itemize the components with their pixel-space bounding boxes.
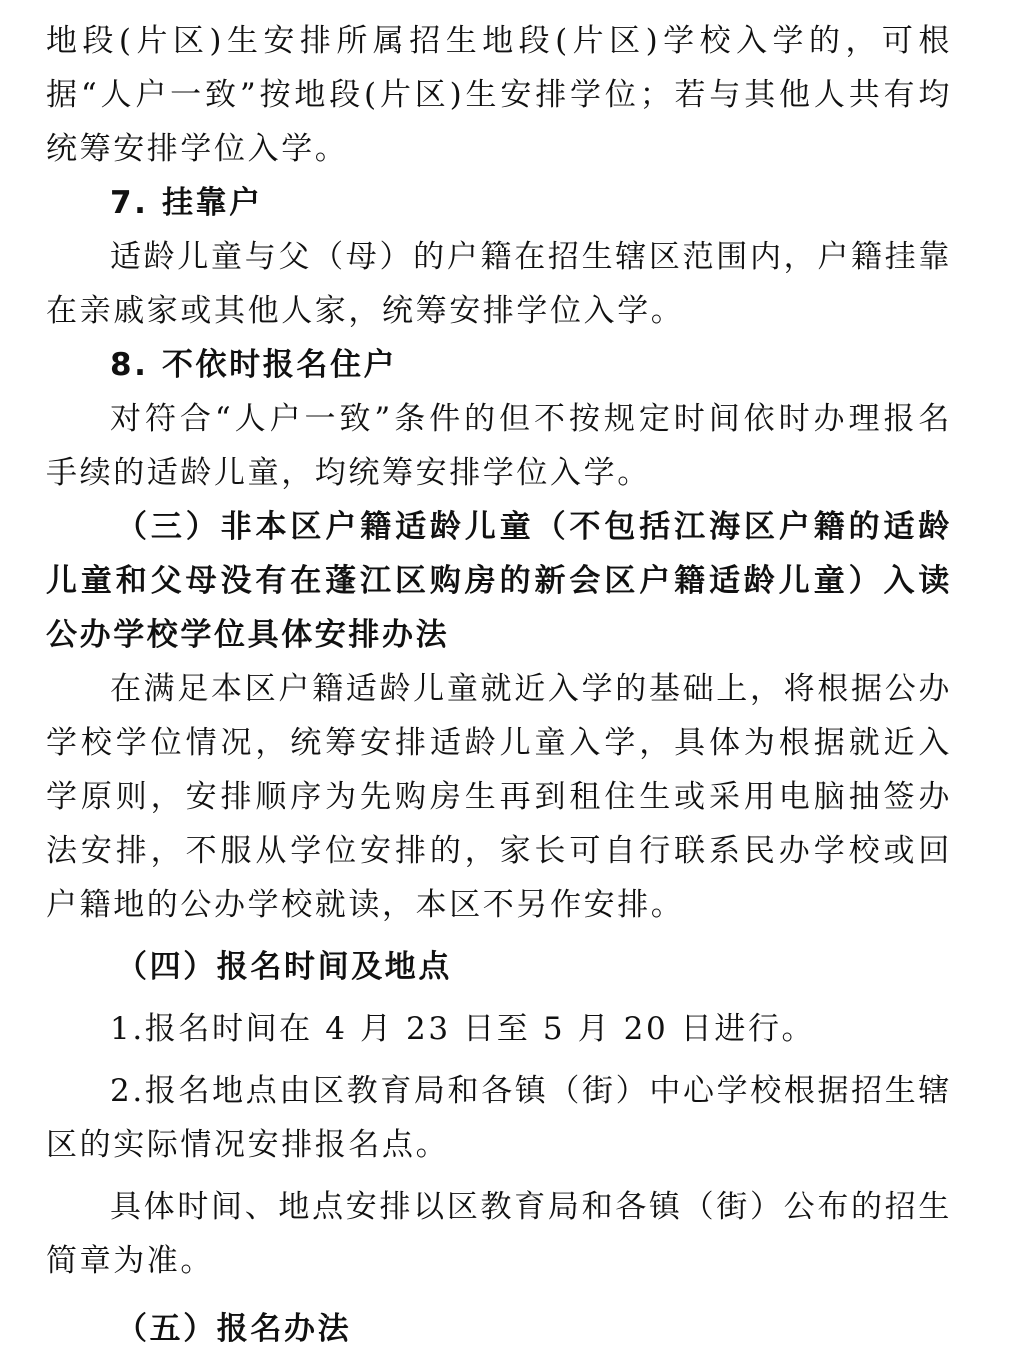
- heading-section-3-non-local: （三）非本区户籍适龄儿童（不包括江海区户籍的适龄儿童和父母没有在蓬江区购房的新会区户籍适龄儿童）入读公办学校学位具体安排办法: [46, 509, 952, 653]
- paragraph-continuation: 地段(片区)生安排所属招生地段(片区)学校入学的，可根据“人户一致”按地段(片区)生安排学位；若与其他人共有均统筹安排学位入学。: [46, 23, 952, 167]
- heading-section-4-time-place: （四）报名时间及地点: [116, 949, 452, 985]
- paragraph-schedule-note: 具体时间、地点安排以区教育局和各镇（街）公布的招生简章为准。: [46, 1189, 952, 1279]
- paragraph-late-registration: 对符合“人户一致”条件的但不按规定时间依时办理报名手续的适龄儿童，均统筹安排学位入学。: [46, 401, 952, 491]
- heading-7-attached-household: 7. 挂靠户: [110, 185, 263, 221]
- paragraph-attached-household: 适龄儿童与父（母）的户籍在招生辖区范围内，户籍挂靠在亲戚家或其他人家，统筹安排学位入学。: [46, 239, 952, 329]
- paragraph-registration-place: 2.报名地点由区教育局和各镇（街）中心学校根据招生辖区的实际情况安排报名点。: [46, 1073, 952, 1163]
- document-page: [46, 14, 952, 1356]
- heading-8-late-registration: 8. 不依时报名住户: [110, 347, 398, 383]
- paragraph-registration-time: 1.报名时间在 4 月 23 日至 5 月 20 日进行。: [110, 1011, 816, 1047]
- heading-section-5-method: （五）报名办法: [116, 1311, 352, 1347]
- paragraph-non-local-arrangement: 在满足本区户籍适龄儿童就近入学的基础上，将根据公办学校学位情况，统筹安排适龄儿童入学，具体为根据就近入学原则，安排顺序为先购房生再到租住生或采用电脑抽签办法安排，不服从学位安排的，家长可自行联系民办学校或回户籍地的公办学校就读，本区不另作安排。: [46, 671, 952, 923]
